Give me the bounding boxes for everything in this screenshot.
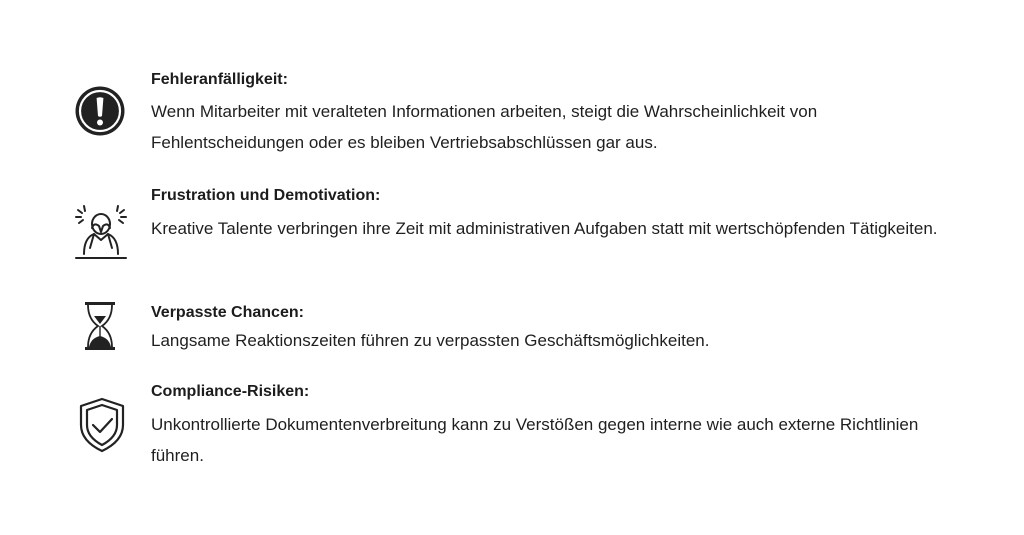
frustrated-person-icon	[74, 204, 128, 260]
item-title: Fehleranfälligkeit:	[151, 71, 288, 88]
hourglass-icon	[85, 302, 115, 350]
item-description: Wenn Mitarbeiter mit veralteten Informationen arbeiten, steigt die Wahrscheinlichkeit von Fehlentscheidungen oder es bleiben Vertriebsabschlüssen gar aus.	[151, 102, 818, 152]
item-title: Verpasste Chancen:	[151, 304, 304, 321]
shield-check-icon	[79, 397, 125, 453]
item-description: Kreative Talente verbringen ihre Zeit mit administrativen Aufgaben statt mit wertschöpfenden Tätigkeiten.	[151, 219, 938, 238]
item-description: Unkontrollierte Dokumentenverbreitung kann zu Verstößen gegen interne wie auch externe Richtlinien führen.	[151, 415, 919, 465]
item-title: Frustration und Demotivation:	[151, 187, 381, 204]
item-description: Langsame Reaktionszeiten führen zu verpassten Geschäftsmöglichkeiten.	[151, 331, 710, 350]
exclamation-circle-icon	[74, 85, 126, 137]
item-title: Compliance-Risiken:	[151, 383, 310, 400]
